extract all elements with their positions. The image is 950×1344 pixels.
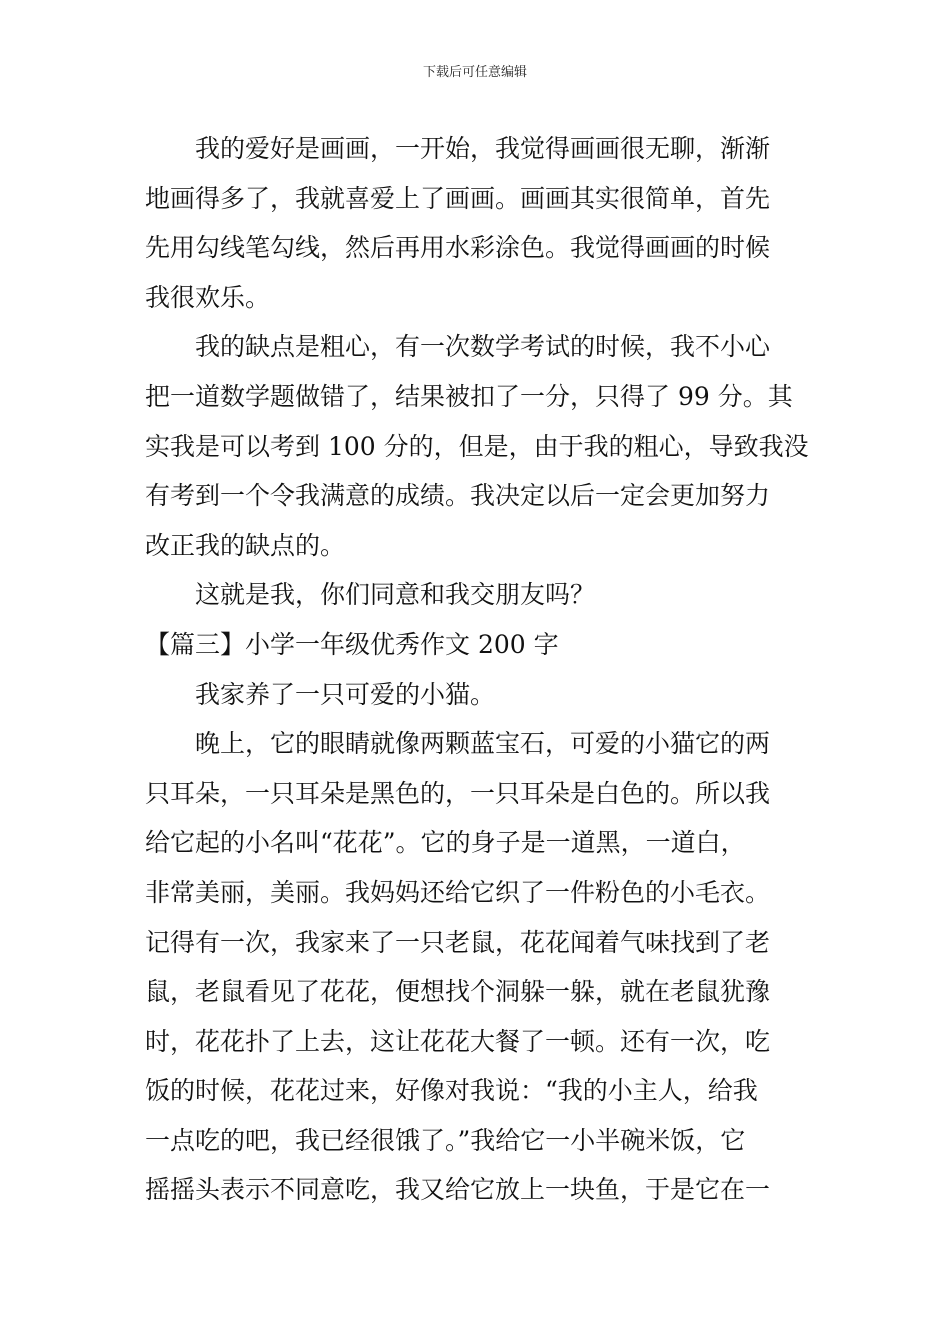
text-line: 饭的时候，花花过来，好像对我说：“我的小主人，给我 <box>145 1076 758 1106</box>
text-line: 我很欢乐。 <box>145 282 271 312</box>
text-line: 我的爱好是画画，一开始，我觉得画画很无聊，渐渐 <box>195 134 771 163</box>
page-header: 下载后可任意编辑 <box>422 65 527 80</box>
paragraph-closing <box>145 570 810 620</box>
text-line: 实我是可以考到 100 分的，但是，由于我的粗心，导致我没 <box>145 431 809 461</box>
paragraph-hobby <box>145 124 810 322</box>
section-heading: 【篇三】小学一年级优秀作文 200 字 <box>145 629 559 659</box>
text-line: 地画得多了，我就喜爱上了画画。画画其实很简单，首先 <box>145 183 771 213</box>
paragraph-shortcoming <box>145 322 810 570</box>
text-line: 非常美丽，美丽。我妈妈还给它织了一件粉色的小毛衣。 <box>145 877 771 907</box>
paragraph-cat-story <box>145 719 810 1215</box>
text-line: 先用勾线笔勾线，然后再用水彩涂色。我觉得画画的时候 <box>145 233 771 263</box>
text-line: 鼠，老鼠看见了花花，便想找个洞躲一躲，就在老鼠犹豫 <box>145 977 771 1007</box>
text-line: 一点吃的吧，我已经很饿了。”我给它一小半碗米饭，它 <box>145 1125 746 1155</box>
document-body <box>145 124 810 1215</box>
text-line: 改正我的缺点的。 <box>145 530 346 560</box>
text-line: 晚上，它的眼睛就像两颗蓝宝石，可爱的小猫它的两 <box>195 729 771 759</box>
text-line: 这就是我，你们同意和我交朋友吗？ <box>195 580 596 610</box>
text-line: 给它起的小名叫“花花”。它的身子是一道黑，一道白， <box>145 828 746 858</box>
text-line: 把一道数学题做错了，结果被扣了一分，只得了 99 分。其 <box>145 381 793 411</box>
text-line: 只耳朵，一只耳朵是黑色的，一只耳朵是白色的。所以我 <box>145 778 771 808</box>
text-line: 有考到一个令我满意的成绩。我决定以后一定会更加努力 <box>145 481 771 511</box>
paragraph-cat-intro <box>145 670 810 720</box>
text-line: 摇摇头表示不同意吃，我又给它放上一块鱼，于是它在一 <box>145 1175 771 1205</box>
text-line: 时，花花扑了上去，这让花花大餐了一顿。还有一次，吃 <box>145 1026 771 1056</box>
text-line: 记得有一次，我家来了一只老鼠，花花闻着气味找到了老 <box>145 927 771 957</box>
text-line: 我的缺点是粗心，有一次数学考试的时候，我不小心 <box>195 332 771 362</box>
text-line: 我家养了一只可爱的小猫。 <box>195 679 496 709</box>
